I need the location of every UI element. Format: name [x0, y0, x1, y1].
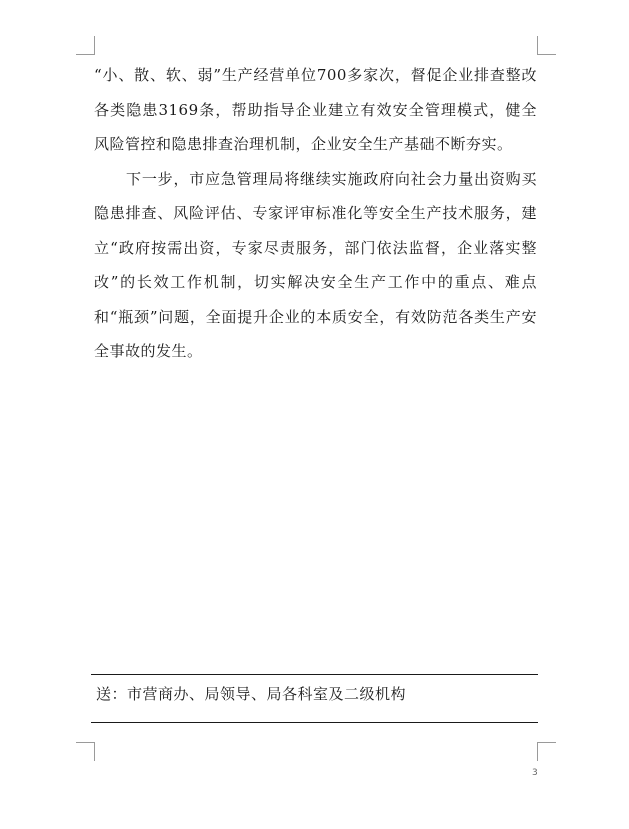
page-corner-mark-top-right	[537, 36, 556, 55]
body-paragraph-next-steps: 下一步，市应急管理局将继续实施政府向社会力量出资购买隐患排查、风险评估、专家评审标准化等安全生产技术服务，建立“政府按需出资，专家尽责服务，部门依法监督，企业落实整改”的长效工作机制，切实解决安全生产工作中的重点、难点和“瓶颈”问题，全面提升企业的本质安全，有效防范各类生产安全事故的发生。	[94, 169, 537, 360]
page-corner-mark-bottom-right	[537, 742, 556, 761]
body-paragraph-continuation: “小、散、软、弱”生产经营单位700多家次，督促企业排查整改各类隐患3169条，帮助指导企业建立有效安全管理模式，健全风险管控和隐患排查治理机制，企业安全生产基础不断夯实。	[94, 66, 537, 153]
document-body	[94, 58, 537, 369]
distribution-top-rule	[91, 674, 538, 675]
page-corner-mark-top-left	[76, 36, 95, 55]
distribution-bottom-rule	[91, 722, 538, 723]
page-number: 3	[532, 768, 538, 778]
page-corner-mark-bottom-left	[76, 742, 95, 761]
distribution-list: 送：市营商办、局领导、局各科室及二级机构	[96, 685, 407, 703]
